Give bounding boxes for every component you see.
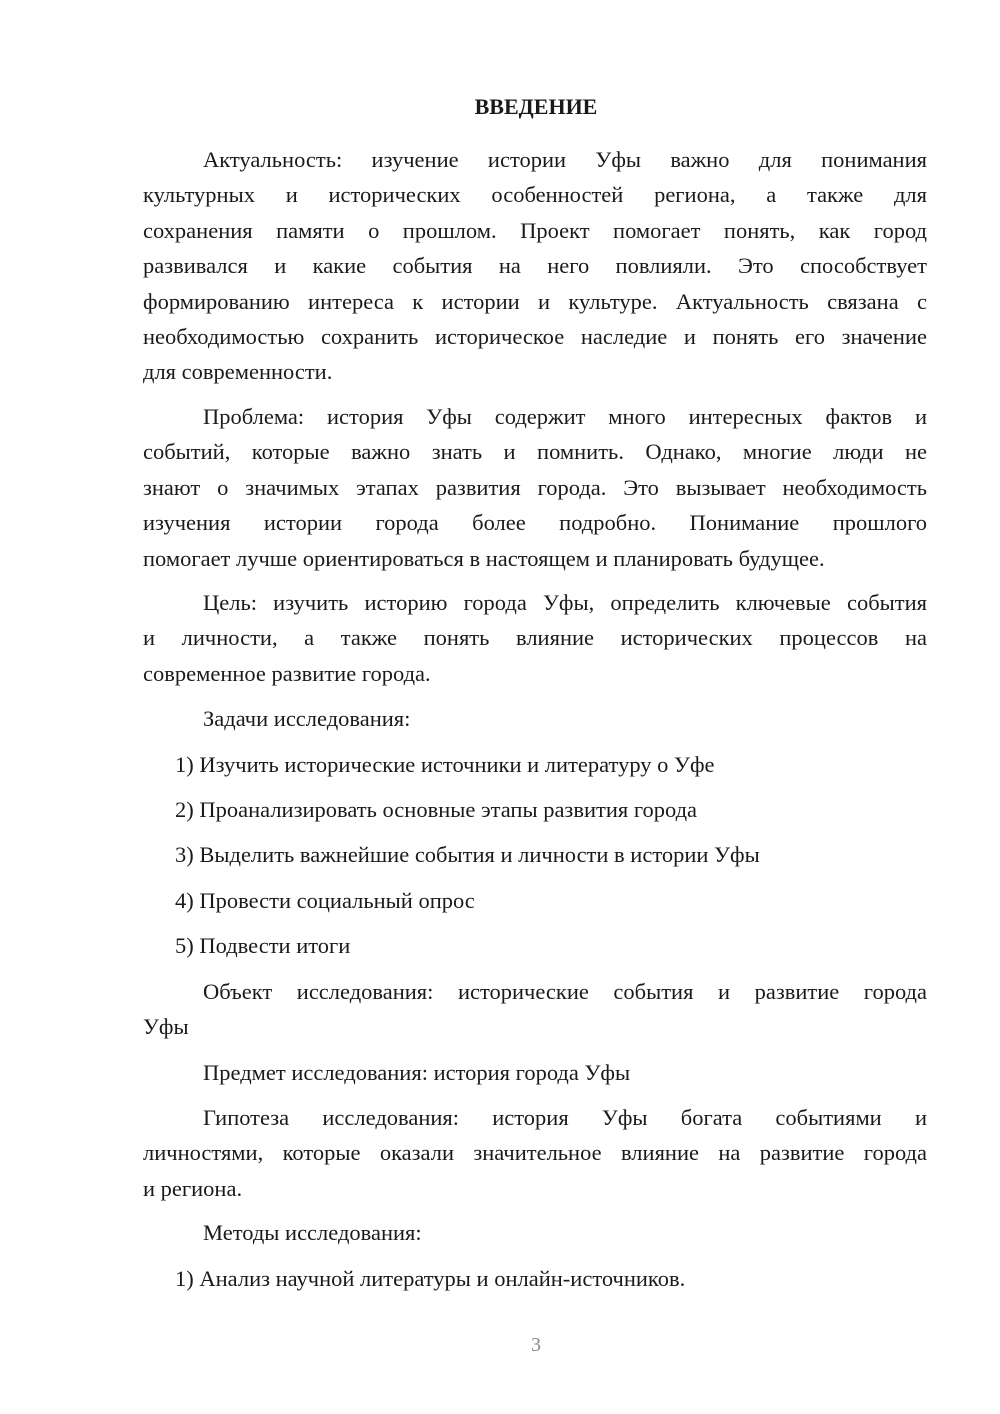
text-line: необходимостью сохранить историческое наследие и понять его значение: [143, 324, 927, 350]
list-item: 2) Проанализировать основные этапы развития города: [175, 797, 698, 822]
text-line: Объект исследования: исторические события и развитие города: [203, 979, 927, 1004]
text-line: Проблема: история Уфы содержит много интересных фактов и: [203, 404, 927, 429]
list-item: 1) Изучить исторические источники и литературу о Уфе: [175, 752, 715, 777]
text-line: Цель: изучить историю города Уфы, определить ключевые события: [203, 590, 927, 615]
text-line: изучения истории города более подробно. Понимание прошлого: [143, 510, 927, 536]
text-line: развивался и какие события на него повлияли. Это способствует: [143, 253, 927, 279]
text-line: для современности.: [143, 359, 333, 385]
list-item: 5) Подвести итоги: [175, 933, 351, 958]
paragraph-problem: [143, 399, 927, 576]
text-line: Актуальность: изучение истории Уфы важно для понимания: [203, 147, 927, 172]
text-line: формированию интереса к истории и культуре. Актуальность связана с: [143, 288, 927, 314]
text-line: современное развитие города.: [143, 660, 431, 686]
page-number: 3: [531, 1334, 541, 1356]
methods-title: Методы исследования:: [203, 1220, 422, 1245]
paragraph-relevance: [143, 142, 927, 390]
page-title: ВВЕДЕНИЕ: [474, 94, 598, 119]
paragraph-goal: [143, 585, 927, 691]
text-line: событий, которые важно знать и помнить. Однако, многие люди не: [143, 439, 927, 465]
paragraph-subject: Предмет исследования: история города Уфы: [203, 1060, 631, 1085]
tasks-title: Задачи исследования:: [203, 706, 411, 731]
text-line: сохранения памяти о прошлом. Проект помогает понять, как город: [143, 217, 927, 243]
text-line: помогает лучше ориентироваться в настоящем и планировать будущее.: [143, 545, 825, 571]
text-line: и личности, а также понять влияние исторических процессов на: [143, 625, 927, 651]
text-line: культурных и исторических особенностей региона, а также для: [143, 182, 927, 208]
text-line: личностями, которые оказали значительное влияние на развитие города: [143, 1140, 927, 1166]
list-item: 1) Анализ научной литературы и онлайн-источников.: [175, 1266, 686, 1291]
text-line: Гипотеза исследования: история Уфы богата событиями и: [203, 1105, 927, 1130]
paragraph-hypothesis: [143, 1100, 927, 1206]
text-line: знают о значимых этапах развития города. Это вызывает необходимость: [143, 474, 927, 500]
text-line: Уфы: [143, 1014, 189, 1040]
text-line: и региона.: [143, 1175, 243, 1201]
list-item: 3) Выделить важнейшие события и личности в истории Уфы: [175, 842, 760, 867]
list-item: 4) Провести социальный опрос: [175, 888, 475, 913]
paragraph-object: [143, 974, 927, 1045]
